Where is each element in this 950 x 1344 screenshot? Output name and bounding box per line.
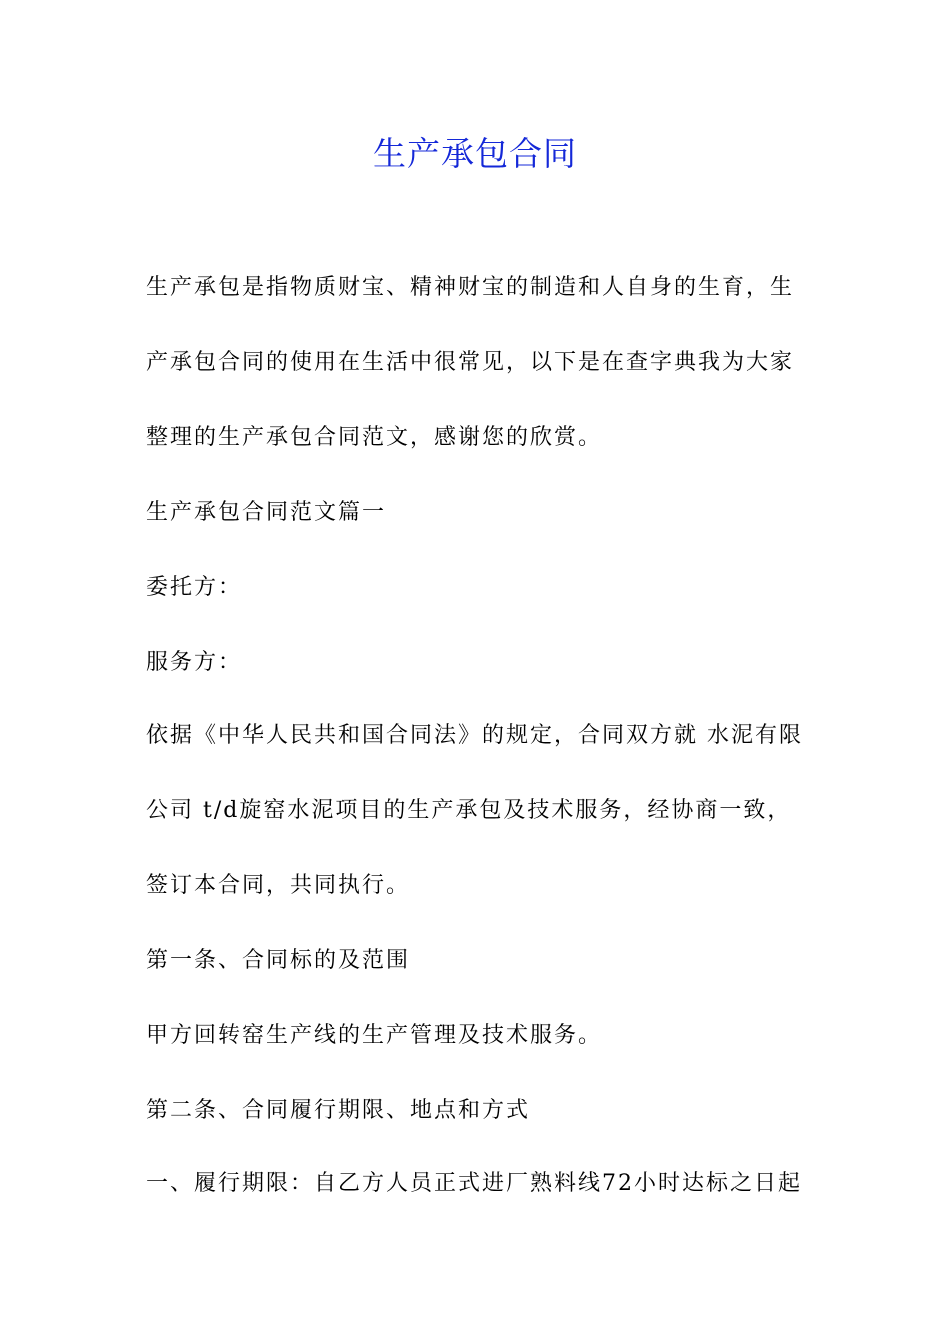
body-line: 整理的生产承包合同范文，感谢您的欣赏。 (146, 425, 603, 450)
body-line: 依据《中华人民共和国合同法》的规定，合同双方就 水泥有限 (146, 723, 803, 748)
clause-heading: 第二条、合同履行期限、地点和方式 (146, 1098, 531, 1123)
page-title: 生产承包合同 (373, 134, 577, 173)
body-line: 产承包合同的使用在生活中很常见，以下是在查字典我为大家 (146, 350, 795, 375)
body-line: 公司 t/d旋窑水泥项目的生产承包及技术服务，经协商一致， (146, 798, 792, 823)
section-heading: 生产承包合同范文篇一 (146, 500, 387, 525)
body-line: 签订本合同，共同执行。 (146, 873, 411, 898)
party-label-provider: 服务方： (146, 650, 243, 675)
body-line: 甲方回转窑生产线的生产管理及技术服务。 (146, 1023, 603, 1048)
clause-heading: 第一条、合同标的及范围 (146, 948, 411, 973)
body-line: 生产承包是指物质财宝、精神财宝的制造和人自身的生育，生 (146, 275, 795, 300)
party-label-client: 委托方： (146, 575, 243, 600)
body-line: 一、履行期限：自乙方人员正式进厂熟料线72小时达标之日起 (146, 1171, 802, 1196)
